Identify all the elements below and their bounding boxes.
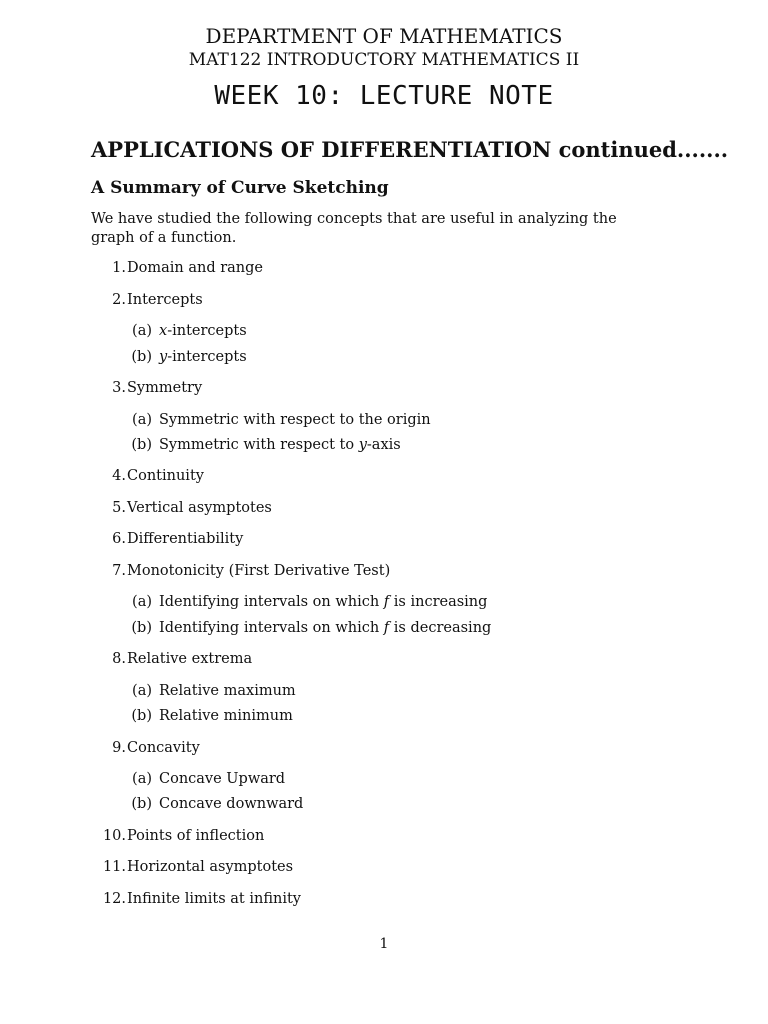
list-number: 9. (112, 740, 126, 756)
text-fragment: is increasing (389, 594, 488, 610)
list-number: 11. (102, 859, 126, 875)
text-fragment: -axis (366, 437, 401, 453)
page-number: 1 (379, 936, 389, 952)
sub-list-letter: (b) (131, 708, 152, 724)
sub-list-letter: (a) (132, 323, 152, 339)
list-text: Monotonicity (First Derivative Test) (127, 563, 391, 579)
list-number: 8. (112, 651, 126, 667)
text-fragment: -intercepts (167, 323, 247, 339)
sub-list-text: Concave downward (159, 796, 304, 812)
sub-list-text (159, 594, 487, 610)
math-variable: y (159, 349, 168, 365)
lecture-title: WEEK 10: LECTURE NOTE (214, 81, 554, 111)
sub-list-text: Relative minimum (159, 708, 293, 724)
math-variable: x (159, 323, 168, 339)
math-variable: y (358, 437, 367, 453)
sub-list-text: Concave Upward (159, 771, 286, 787)
text-fragment: Identifying intervals on which (159, 620, 384, 636)
sub-list-text (159, 437, 401, 453)
list-text: Relative extrema (127, 651, 253, 667)
sub-list-letter: (b) (131, 796, 152, 812)
list-text: Intercepts (127, 292, 203, 308)
sub-list-letter: (a) (132, 594, 152, 610)
sub-list-letter: (a) (132, 412, 152, 428)
text-fragment: Identifying intervals on which (159, 594, 384, 610)
list-number: 3. (112, 380, 126, 396)
math-variable: f (383, 620, 390, 636)
list-number: 1. (112, 260, 126, 276)
section-title: APPLICATIONS OF DIFFERENTIATION continued....... (91, 137, 729, 162)
sub-list-letter: (b) (131, 620, 152, 636)
list-text: Domain and range (127, 260, 263, 276)
list-number: 12. (102, 891, 126, 907)
sub-list-text: Relative maximum (159, 683, 296, 699)
list-text: Continuity (127, 468, 204, 484)
department-heading: DEPARTMENT OF MATHEMATICS (205, 24, 563, 48)
list-number: 7. (112, 563, 126, 579)
list-text: Infinite limits at infinity (127, 891, 301, 907)
sub-list-letter: (b) (131, 349, 152, 365)
list-text: Differentiability (127, 531, 244, 547)
list-text: Symmetry (127, 380, 203, 396)
sub-list-letter: (b) (131, 437, 152, 453)
intro-paragraph: We have studied the following concepts that are useful in analyzing the graph of a function. (91, 211, 617, 246)
list-text: Vertical asymptotes (127, 500, 272, 516)
list-number: 5. (112, 500, 126, 516)
course-title: MAT122 INTRODUCTORY MATHEMATICS II (188, 50, 580, 70)
list-text: Points of inflection (127, 828, 265, 844)
sub-list-text (159, 620, 491, 636)
list-number: 10. (102, 828, 126, 844)
list-text: Concavity (127, 740, 200, 756)
text-fragment: -intercepts (167, 349, 247, 365)
sub-list-text (159, 323, 247, 339)
list-number: 2. (112, 292, 126, 308)
list-number: 6. (112, 531, 126, 547)
list-text: Horizontal asymptotes (127, 859, 294, 875)
sub-list-text: Symmetric with respect to the origin (159, 412, 431, 428)
sub-list-text (159, 349, 247, 365)
text-fragment: Symmetric with respect to (159, 437, 359, 453)
subsection-title: A Summary of Curve Sketching (91, 178, 389, 198)
sub-list-letter: (a) (132, 683, 152, 699)
text-fragment: is decreasing (389, 620, 492, 636)
sub-list-letter: (a) (132, 771, 152, 787)
list-number: 4. (112, 468, 126, 484)
math-variable: f (383, 594, 390, 610)
